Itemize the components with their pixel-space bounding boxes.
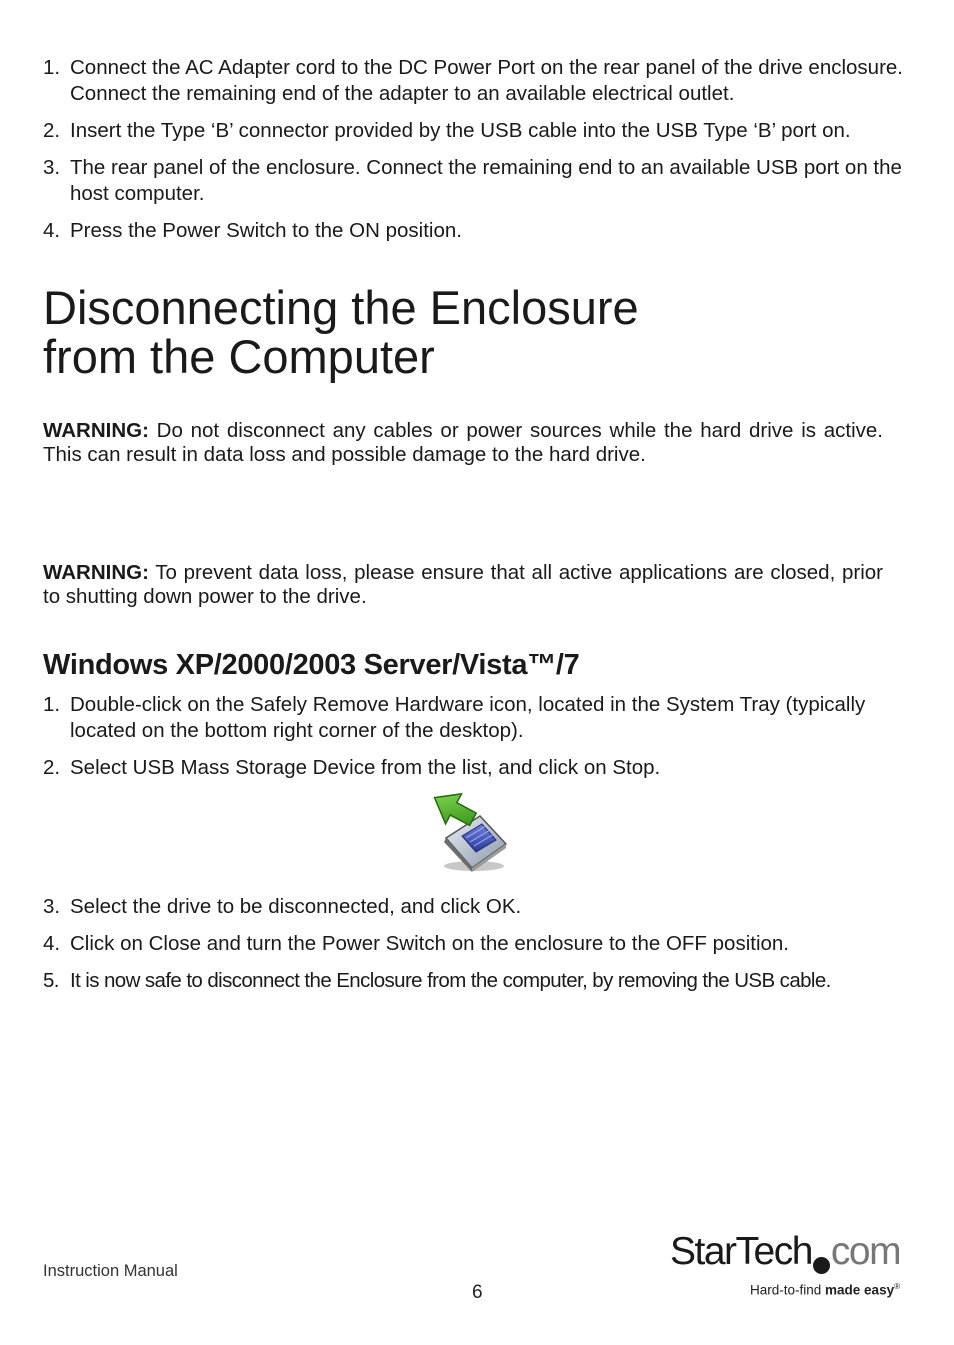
windows-steps-list-continued — [43, 894, 918, 1005]
windows-steps-list — [43, 692, 918, 792]
logo-wordmark — [670, 1232, 910, 1274]
list-item — [43, 894, 918, 920]
warning-label: WARNING: — [43, 419, 149, 442]
footer-document-label: Instruction Manual — [43, 1262, 178, 1280]
safely-remove-hardware-icon — [428, 786, 512, 874]
step-number: 3. — [43, 895, 61, 918]
step-text: Double-click on the Safely Remove Hardware icon, located in the System Tray (typically located on the bottom right corner of the desktop). — [70, 693, 866, 742]
step-text: Press the Power Switch to the ON position. — [70, 219, 462, 242]
step-text: It is now safe to disconnect the Enclosure from the computer, by removing the USB cable. — [70, 969, 831, 992]
list-item — [43, 218, 918, 244]
step-number: 4. — [43, 219, 61, 242]
step-text: Click on Close and turn the Power Switch on the enclosure to the OFF position. — [70, 932, 790, 955]
step-text: Select the drive to be disconnected, and click OK. — [70, 895, 522, 918]
list-item — [43, 118, 918, 144]
warning-label: WARNING: — [43, 561, 149, 584]
step-number: 2. — [43, 756, 61, 779]
step-number: 2. — [43, 119, 61, 142]
step-number: 5. — [43, 969, 59, 992]
step-text: Connect the AC Adapter cord to the DC Power Port on the rear panel of the drive enclosure. Connect the remaining end of the adapter to an available electrical outlet. — [70, 56, 904, 105]
logo-wordmark-end: com — [830, 1230, 901, 1273]
logo-tagline — [750, 1282, 900, 1298]
page-title-line-2: from the Computer — [43, 330, 435, 383]
startech-logo — [670, 1232, 910, 1302]
step-text: The rear panel of the enclosure. Connect the remaining end to an available USB port on the host computer. — [70, 156, 902, 205]
warning-data-loss — [43, 561, 883, 609]
step-number: 4. — [43, 932, 61, 955]
warning-text: Do not disconnect any cables or power sources while the hard drive is active. This can result in data loss and possible damage to the hard drive. — [43, 419, 883, 466]
step-number: 1. — [43, 693, 61, 716]
registered-mark: ® — [894, 1282, 900, 1291]
page-number: 6 — [472, 1282, 483, 1303]
page-title — [43, 283, 903, 381]
warning-text: To prevent data loss, please ensure that all active applications are closed, prior to shutting down power to the drive. — [43, 561, 883, 608]
windows-section-title: Windows XP/2000/2003 Server/Vista™/7 — [43, 649, 580, 681]
warning-hard-drive-active — [43, 419, 883, 467]
list-item — [43, 155, 918, 207]
list-item — [43, 931, 918, 957]
logo-dot-icon — [813, 1257, 830, 1274]
logo-wordmark-start: StarTech — [670, 1230, 812, 1273]
list-item — [43, 692, 918, 744]
step-text: Insert the Type ‘B’ connector provided by the USB cable into the USB Type ‘B’ port on. — [70, 119, 851, 142]
list-item — [43, 755, 918, 781]
step-text: Select USB Mass Storage Device from the list, and click on Stop. — [70, 756, 661, 779]
list-item — [43, 968, 918, 994]
logo-tagline-bold: made easy — [825, 1282, 895, 1298]
connection-steps-list — [43, 55, 918, 255]
safely-remove-hardware-icon-graphic — [428, 786, 512, 874]
page-title-line-1: Disconnecting the Enclosure — [43, 281, 639, 334]
list-item — [43, 55, 918, 107]
step-number: 3. — [43, 156, 61, 179]
logo-tagline-start: Hard-to-find — [750, 1282, 826, 1298]
step-number: 1. — [43, 56, 61, 79]
